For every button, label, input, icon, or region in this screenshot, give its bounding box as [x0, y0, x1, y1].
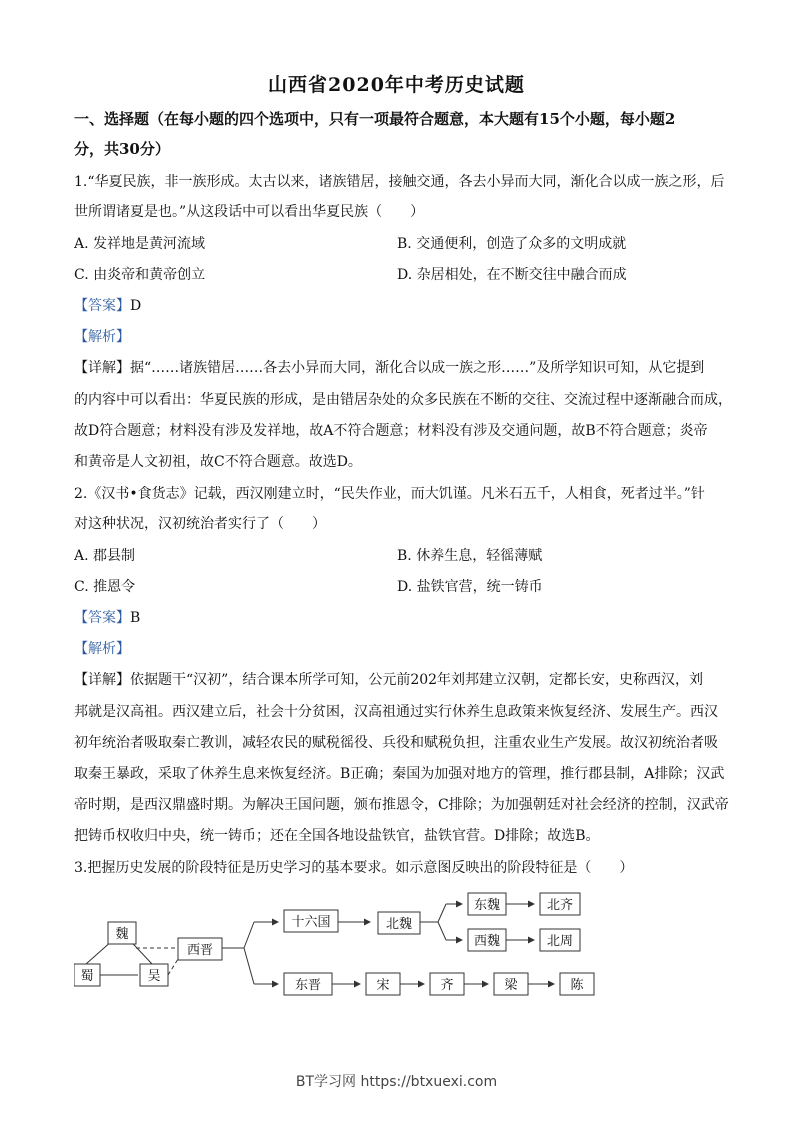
q2-analysis-tag: 【解析】	[74, 641, 130, 657]
q1-stem-line2: 世所谓诸夏是也。”从这段话中可以看出华夏民族（ ）	[74, 204, 425, 220]
section-heading-line1: 一、选择题（在每小题的四个选项中，只有一项最符合题意，本大题有15个小题，每小题2	[74, 110, 676, 128]
q1-stem-line1: 1.“华夏民族，非一族形成。太古以来，诸族错居，接触交通，各去小异而大同，渐化合以成一族之形，后	[74, 174, 725, 190]
svg-text:东晋: 东晋	[294, 978, 322, 993]
q1-detail-line3: 故D符合题意；材料没有涉及发祥地，故A不符合题意；材料没有涉及交通问题，故B不符合题意；炎帝	[74, 423, 708, 439]
svg-text:西魏: 西魏	[473, 934, 501, 949]
box-shu	[74, 964, 100, 986]
section-heading-line2: 分，共30分）	[74, 140, 170, 158]
q1-option-c: C. 由炎帝和黄帝创立	[74, 267, 206, 283]
box-wei	[108, 922, 136, 944]
q2-detail-text1: 依据题干“汉初”，结合课本所学可知，公元前202年刘邦建立汉朝，定都长安，史称西汉，刘	[130, 672, 704, 688]
q2-option-d: D. 盐铁官营，统一铸币	[397, 579, 543, 595]
q2-stem-line2: 对这种状况，汉初统治者实行了（ ）	[74, 516, 326, 532]
box-wu	[140, 964, 168, 986]
footer-watermark: BT学习网 https://btxuexi.com	[295, 1074, 498, 1090]
box-beizhou	[540, 929, 580, 951]
q1-answer-value: D	[130, 298, 142, 314]
box-shiliuguo	[284, 910, 338, 932]
svg-text:宋: 宋	[376, 978, 390, 993]
box-chen	[560, 973, 594, 995]
q2-detail-line1	[74, 671, 724, 689]
q2-answer-tag: 【答案】	[74, 610, 130, 626]
box-liang	[494, 973, 528, 995]
box-dongjin	[284, 973, 332, 995]
page-title: 山西省2020年中考历史试题	[268, 74, 525, 96]
q2-detail-line3: 初年统治者吸取秦亡教训，减轻农民的赋税徭役、兵役和赋税负担，注重农业生产发展。故汉初统治者吸	[74, 735, 718, 751]
svg-text:齐: 齐	[440, 978, 454, 993]
connector-beiwei-up	[438, 904, 446, 922]
q2-detail-line4: 取秦王暴政，采取了休养生息来恢复经济。B正确；秦国为加强对地方的管理，推行郡县制，A排除；汉武	[74, 766, 725, 782]
q2-detail-line6: 把铸币权收归中央，统一铸币；还在全国各地设盐铁官，盐铁官营。D排除；故选B。	[74, 828, 600, 844]
svg-text:吴: 吴	[147, 969, 161, 984]
svg-text:蜀: 蜀	[80, 969, 94, 984]
q1-detail-text1: 据“……诸族错居……各去小异而大同，渐化合以成一族之形……”及所学知识可知，从它提到	[130, 360, 705, 376]
q2-option-b: B. 休养生息，轻徭薄赋	[397, 548, 543, 564]
q1-detail-line2: 的内容中可以看出：华夏民族的形成，是由错居杂处的众多民族在不断的交往、交流过程中逐渐融合而成，	[74, 392, 732, 408]
q2-option-a: A. 郡县制	[74, 548, 136, 564]
q2-option-c: C. 推恩令	[74, 579, 136, 595]
q2-detail-tag: 【详解】	[74, 672, 130, 688]
svg-text:东魏: 东魏	[473, 898, 501, 913]
q1-option-a: A. 发祥地是黄河流域	[74, 236, 206, 252]
q1-detail-line4: 和黄帝是人文初祖，故C不符合题意。故选D。	[74, 454, 362, 470]
q1-analysis-tag: 【解析】	[74, 329, 130, 345]
q1-option-d: D. 杂居相处，在不断交往中融合而成	[397, 267, 627, 283]
box-song	[366, 973, 400, 995]
q2-stem-line1: 2.《汉书•食货志》记载，西汉刚建立时，“民失作业，而大饥谨。凡米石五千，人相食，死者过半。”针	[74, 486, 705, 502]
q1-answer	[74, 297, 141, 315]
box-beiwei	[378, 912, 420, 934]
box-xiwei	[468, 929, 506, 951]
q2-answer	[74, 609, 140, 627]
q2-answer-value: B	[130, 610, 141, 626]
svg-text:北齐: 北齐	[546, 898, 574, 913]
svg-text:北周: 北周	[546, 934, 574, 949]
box-qi	[430, 973, 464, 995]
box-xijin	[178, 938, 222, 960]
q1-detail-line1	[74, 359, 724, 377]
q1-answer-tag: 【答案】	[74, 298, 130, 314]
box-beiqi	[540, 893, 580, 915]
q2-detail-line2: 邦就是汉高祖。西汉建立后，社会十分贫困，汉高祖通过实行休养生息政策来恢复经济、发展生产。西汉	[74, 704, 718, 720]
connector-split-up	[244, 922, 254, 948]
svg-text:梁: 梁	[504, 978, 518, 993]
svg-text:陈: 陈	[570, 978, 584, 993]
q1-option-b: B. 交通便利，创造了众多的文明成就	[397, 236, 627, 252]
q1-detail-tag: 【详解】	[74, 360, 130, 376]
dynasty-flow-diagram	[74, 888, 604, 1000]
connector-split-down	[244, 948, 254, 984]
svg-text:十六国: 十六国	[291, 915, 331, 930]
svg-text:魏: 魏	[115, 927, 129, 942]
q2-detail-line5: 帝时期，是西汉鼎盛时期。为解决王国问题，颁布推恩令，C排除；为加强朝廷对社会经济的控制，汉武帝	[74, 797, 729, 813]
svg-text:西晋: 西晋	[186, 943, 214, 958]
q3-stem: 3.把握历史发展的阶段特征是历史学习的基本要求。如示意图反映出的阶段特征是（ ）	[74, 860, 634, 876]
svg-text:北魏: 北魏	[385, 917, 413, 932]
connector-beiwei-down	[438, 922, 446, 940]
box-dongwei	[468, 893, 506, 915]
